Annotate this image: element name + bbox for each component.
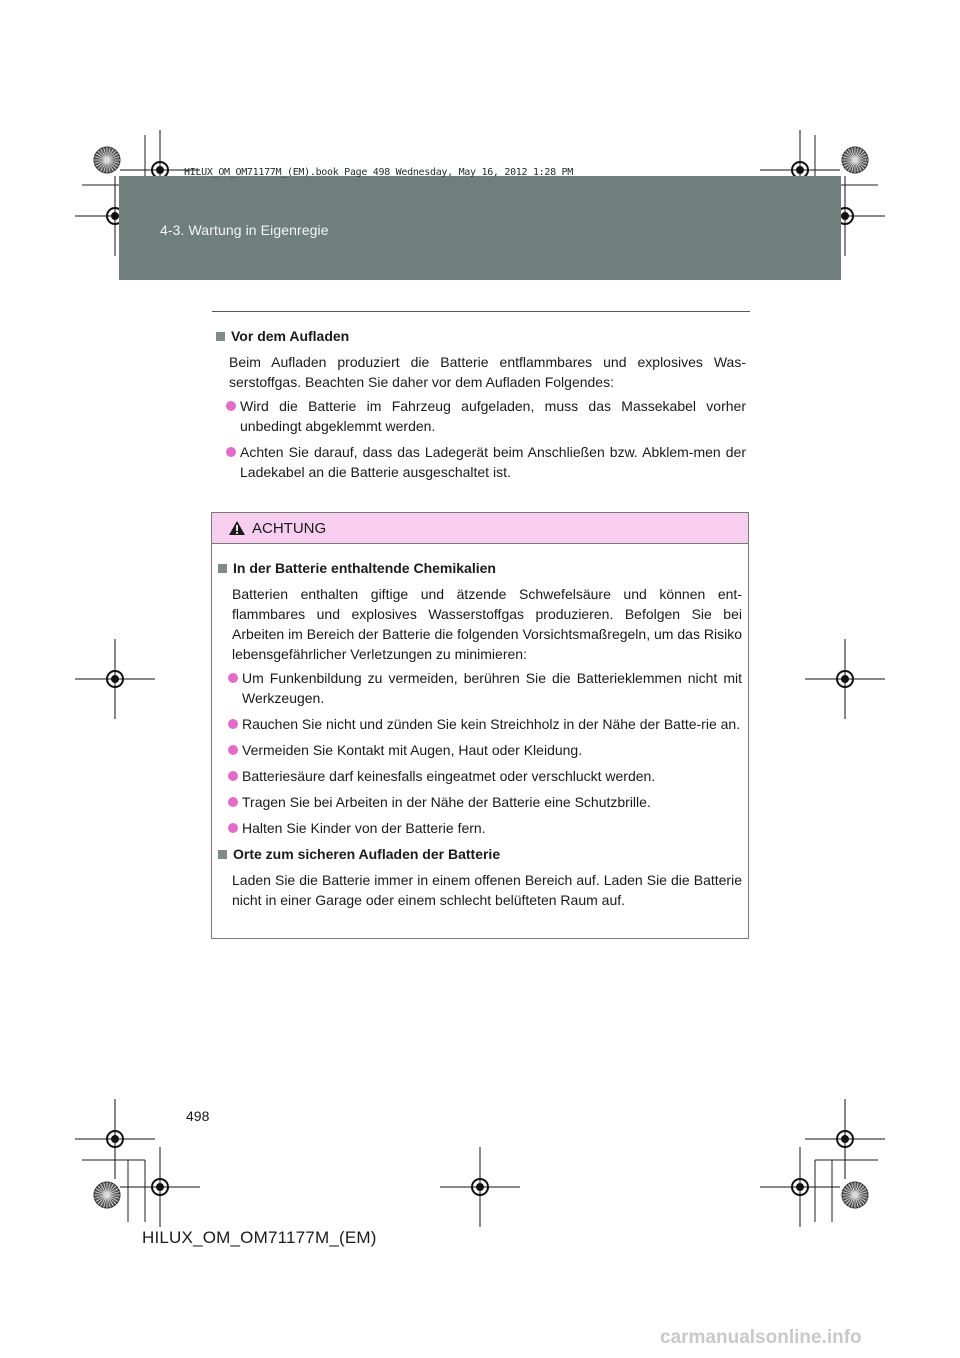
warning-text: Batterien enthalten giftige und ätzende Schwefelsäure und können ent-flammbares und explosives Wasserstoffgas produzieren. Befolgen Sie bei Arbeiten im Bereich der Batterie die folgenden Vorsichtsmaßregeln, um das Risiko lebensgefährlicher Verletzungen zu minimieren:: [232, 586, 742, 662]
warning-bullet: [218, 714, 742, 734]
warning-title: ACHTUNG: [252, 519, 327, 537]
square-marker-icon: [218, 564, 227, 573]
warning-bullet-text: Vermeiden Sie Kontakt mit Augen, Haut oder Kleidung.: [242, 742, 583, 758]
warning-bullet-text: Tragen Sie bei Arbeiten in der Nähe der Batterie eine Schutzbrille.: [242, 794, 651, 810]
warning-header: [212, 513, 748, 544]
bullet-dot-icon: [228, 823, 238, 833]
warning-bullet: [218, 740, 742, 760]
bullet-dot-icon: [228, 797, 238, 807]
bullet-dot-icon: [228, 719, 238, 729]
watermark: carmanualsonline.info: [660, 1327, 862, 1348]
warning-bullet-text: Rauchen Sie nicht und zünden Sie kein Streichholz in der Nähe der Batte-rie an.: [242, 716, 741, 732]
warning-bullet: [218, 792, 742, 812]
warning-bullet: [218, 668, 742, 708]
square-marker-icon: [216, 332, 225, 341]
intro-heading-text: Vor dem Aufladen: [231, 328, 350, 344]
bullet-dot-icon: [228, 673, 238, 683]
page-number: 498: [186, 1108, 210, 1124]
warning-text: Laden Sie die Batterie immer in einem offenen Bereich auf. Laden Sie die Batterie nicht in einer Garage oder einem schlecht belüfteten Raum auf.: [232, 872, 742, 908]
warning-bullet: [218, 766, 742, 786]
warning-box: [211, 512, 749, 939]
intro-bullet-text: Wird die Batterie im Fahrzeug aufgeladen, muss das Massekabel vorher unbedingt abgeklemmt werden.: [240, 398, 746, 434]
print-info: HILUX_OM_OM71177M_(EM).book Page 498 Wednesday, May 16, 2012 1:28 PM: [184, 167, 573, 178]
warning-body: [212, 544, 748, 910]
bullet-dot-icon: [226, 401, 236, 411]
divider: [212, 311, 750, 312]
warning-heading-text: Orte zum sicheren Aufladen der Batterie: [233, 846, 501, 862]
warning-bullet-text: Batteriesäure darf keinesfalls eingeatmet oder verschluckt werden.: [242, 768, 656, 784]
warning-bullet-text: Halten Sie Kinder von der Batterie fern.: [242, 820, 486, 836]
warning-heading-text: In der Batterie enthaltende Chemikalien: [233, 560, 496, 576]
bullet-dot-icon: [228, 745, 238, 755]
intro-section: [216, 326, 746, 488]
section-title: 4-3. Wartung in Eigenregie: [160, 222, 329, 238]
intro-text: Beim Aufladen produziert die Batterie entflammbares und explosives Was-serstoffgas. Beachten Sie daher vor dem Aufladen Folgendes:: [229, 354, 746, 390]
warning-bullet: [218, 818, 742, 838]
warning-bullet-text: Um Funkenbildung zu vermeiden, berühren Sie die Batterieklemmen nicht mit Werkzeugen.: [242, 670, 742, 706]
intro-bullet: [216, 442, 746, 482]
warning-heading: [218, 558, 742, 578]
bullet-dot-icon: [228, 771, 238, 781]
bullet-dot-icon: [226, 447, 236, 457]
intro-heading: [216, 326, 746, 346]
square-marker-icon: [218, 850, 227, 859]
document-code: HILUX_OM_OM71177M_(EM): [142, 1228, 377, 1247]
intro-bullet-text: Achten Sie darauf, dass das Ladegerät beim Anschließen bzw. Abklem-men der Ladekabel an die Batterie ausgeschaltet ist.: [240, 444, 746, 480]
warning-heading: [218, 844, 742, 864]
intro-bullet: [216, 396, 746, 436]
warning-triangle-icon: [228, 520, 246, 536]
